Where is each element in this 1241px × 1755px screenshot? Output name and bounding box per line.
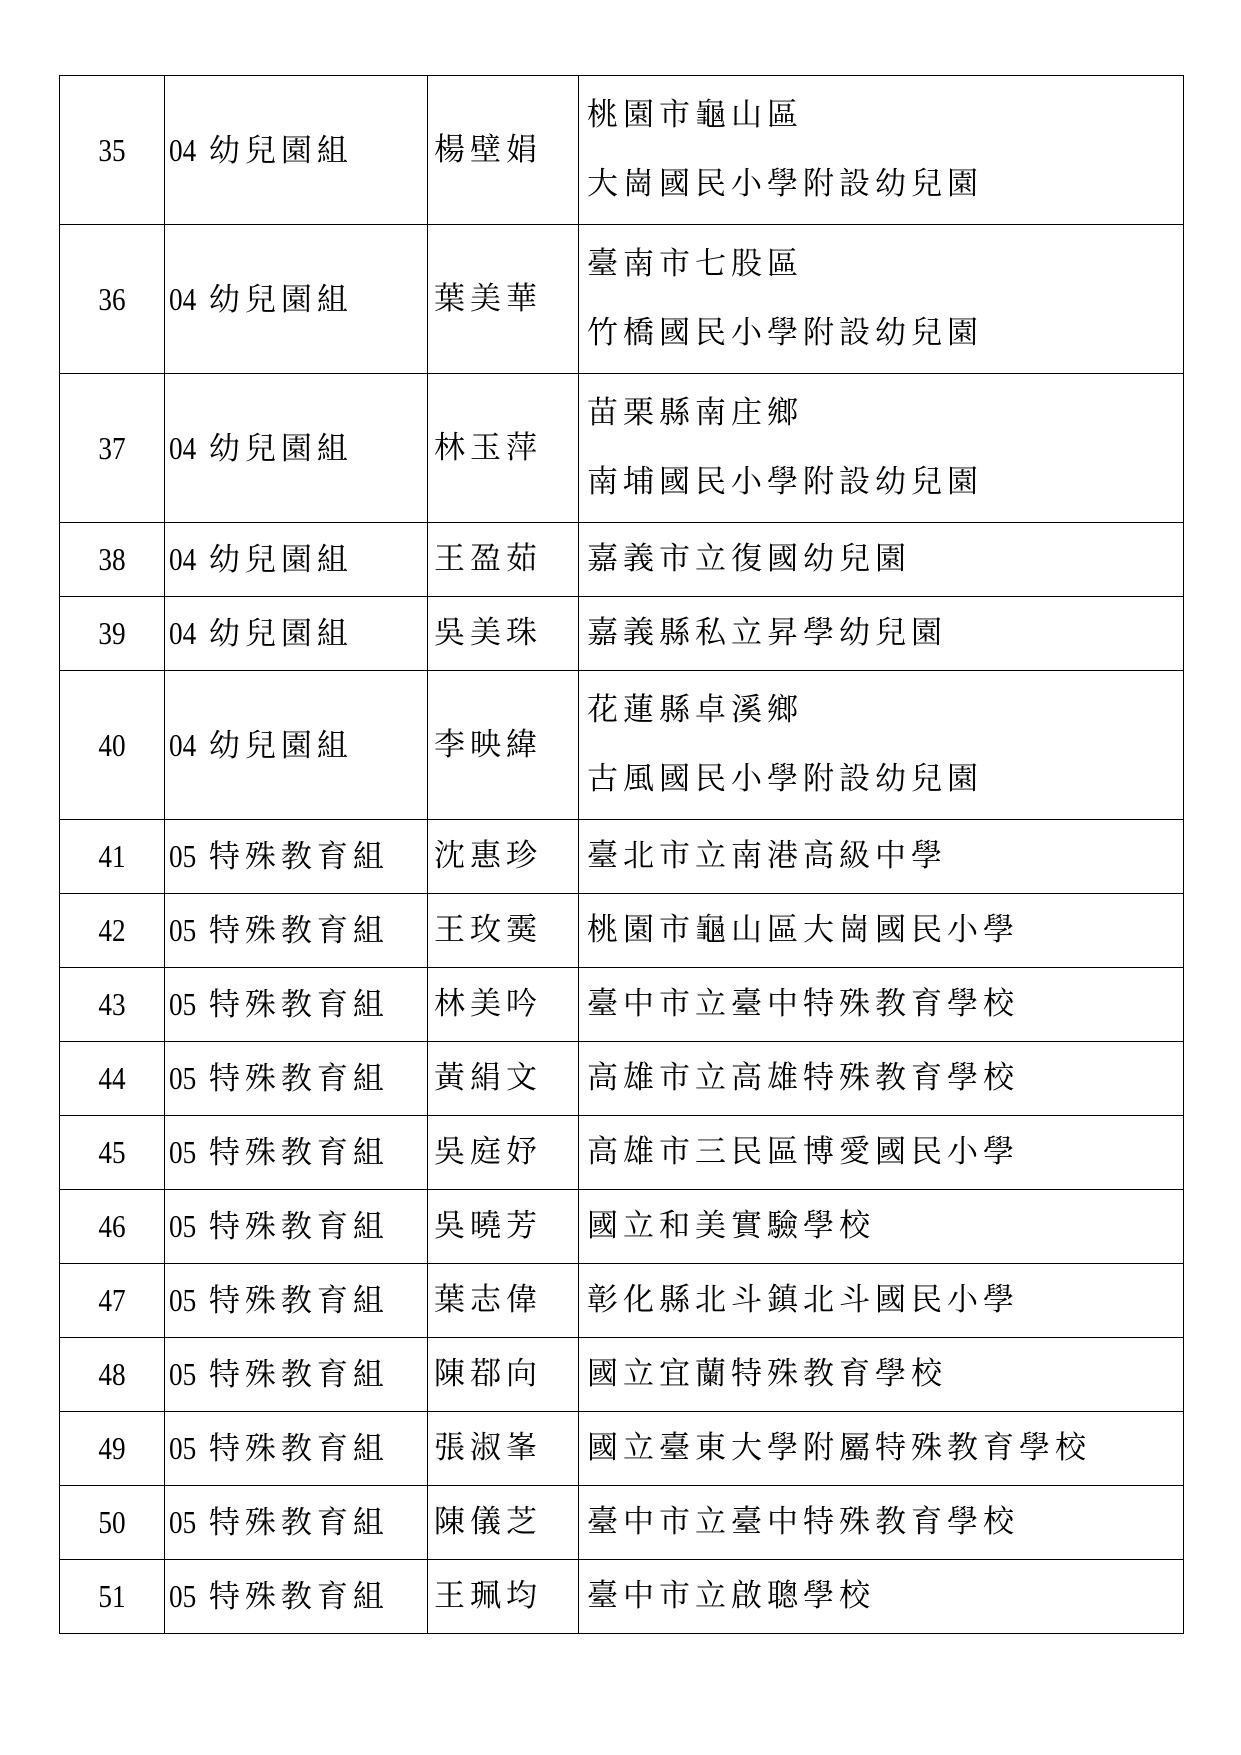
category-code: 05 [169,838,197,874]
person-name: 黃絹文 [434,1060,542,1096]
school-name-line: 臺中市立啟聰學校 [587,1578,875,1614]
school-cell [579,968,1184,1042]
person-name: 王盈茹 [434,541,542,577]
category-cell [165,1560,428,1634]
person-name: 葉志偉 [434,1282,542,1318]
school-name-line: 大崗國民小學附設幼兒園 [587,166,983,202]
person-name-cell [428,1190,579,1264]
table-row [60,1264,1184,1338]
school-cell [579,1560,1184,1634]
person-name: 沈惠珍 [434,838,542,874]
table-row [60,523,1184,597]
person-name: 林美吟 [434,986,542,1022]
school-name-line: 臺中市立臺中特殊教育學校 [587,1504,1019,1540]
category-name: 幼兒園組 [208,542,353,578]
category-cell [165,523,428,597]
person-name: 吳庭妤 [434,1134,542,1170]
category-name: 特殊教育組 [208,839,389,875]
category-name: 特殊教育組 [208,913,389,949]
category-name: 特殊教育組 [208,1431,389,1467]
category-code: 05 [169,1430,197,1466]
category-name: 特殊教育組 [208,1061,389,1097]
row-number-cell [60,1116,165,1190]
category-name: 幼兒園組 [208,132,353,169]
category-cell [165,1264,428,1338]
person-name-cell [428,1042,579,1116]
school-name-line: 嘉義市立復國幼兒園 [587,541,911,577]
row-number: 37 [98,429,126,466]
category-name: 特殊教育組 [208,1357,389,1393]
person-name-cell [428,76,579,225]
school-cell [579,76,1184,225]
row-number: 39 [98,615,126,651]
table-row [60,1560,1184,1634]
award-list-table [59,75,1184,1634]
school-name-line: 臺北市立南港高級中學 [587,838,947,874]
row-number: 48 [98,1356,126,1392]
category-name: 幼兒園組 [208,281,353,318]
category-name: 特殊教育組 [208,1579,389,1615]
row-number-cell [60,1486,165,1560]
category-cell [165,76,428,225]
row-number-cell [60,1042,165,1116]
row-number-cell [60,894,165,968]
school-cell [579,1116,1184,1190]
row-number-cell [60,597,165,671]
school-cell [579,374,1184,523]
row-number: 38 [98,541,126,577]
category-name: 幼兒園組 [208,616,353,652]
table-row [60,894,1184,968]
person-name: 楊壁娟 [434,131,542,168]
category-code: 05 [169,1356,197,1392]
category-code: 05 [169,1060,197,1096]
category-name: 特殊教育組 [208,1209,389,1245]
school-name-line: 竹橋國民小學附設幼兒園 [587,315,983,351]
row-number: 46 [98,1208,126,1244]
category-cell [165,374,428,523]
row-number: 42 [98,912,126,948]
school-cell [579,1486,1184,1560]
row-number-cell [60,968,165,1042]
person-name: 李映緯 [434,726,542,763]
category-cell [165,597,428,671]
school-cell [579,523,1184,597]
category-cell [165,1190,428,1264]
school-name-line: 彰化縣北斗鎮北斗國民小學 [587,1282,1019,1318]
school-name-line: 苗栗縣南庄鄉 [587,395,803,431]
person-name-cell [428,671,579,820]
school-cell [579,894,1184,968]
category-name: 幼兒園組 [208,727,353,764]
category-cell [165,1116,428,1190]
school-cell [579,597,1184,671]
person-name-cell [428,820,579,894]
category-name: 特殊教育組 [208,1505,389,1541]
school-cell [579,671,1184,820]
school-name-line: 桃園市龜山區 [587,97,803,133]
person-name: 陳鄀向 [434,1356,542,1392]
table-row [60,374,1184,523]
person-name-cell [428,1560,579,1634]
category-code: 05 [169,1578,197,1614]
category-code: 04 [169,429,197,466]
row-number-cell [60,523,165,597]
person-name-cell [428,597,579,671]
person-name: 葉美華 [434,280,542,317]
row-number-cell [60,671,165,820]
category-code: 04 [169,280,197,317]
category-cell [165,968,428,1042]
person-name-cell [428,523,579,597]
category-code: 05 [169,1134,197,1170]
school-cell [579,1412,1184,1486]
row-number: 45 [98,1134,126,1170]
category-cell [165,1042,428,1116]
category-code: 04 [169,541,197,577]
person-name: 王珮均 [434,1578,542,1614]
table-row [60,968,1184,1042]
category-cell [165,1338,428,1412]
person-name-cell [428,1264,579,1338]
school-cell [579,1190,1184,1264]
category-code: 04 [169,615,197,651]
row-number-cell [60,1338,165,1412]
category-cell [165,894,428,968]
row-number: 47 [98,1282,126,1318]
row-number-cell [60,1560,165,1634]
school-name-line: 高雄市立高雄特殊教育學校 [587,1060,1019,1096]
row-number-cell [60,1264,165,1338]
category-cell [165,1486,428,1560]
table-row [60,1338,1184,1412]
row-number-cell [60,374,165,523]
row-number-cell [60,76,165,225]
school-name-line: 臺中市立臺中特殊教育學校 [587,986,1019,1022]
row-number-cell [60,1190,165,1264]
category-name: 幼兒園組 [208,430,353,467]
person-name-cell [428,374,579,523]
category-name: 特殊教育組 [208,987,389,1023]
category-code: 05 [169,1282,197,1318]
school-name-line: 南埔國民小學附設幼兒園 [587,464,983,500]
school-name-line: 國立和美實驗學校 [587,1208,875,1244]
person-name-cell [428,1116,579,1190]
school-cell [579,1264,1184,1338]
person-name: 張淑峯 [434,1430,542,1466]
table-row [60,1412,1184,1486]
school-name-line: 國立宜蘭特殊教育學校 [587,1356,947,1392]
table-row [60,1190,1184,1264]
school-name-line: 花蓮縣卓溪鄉 [587,692,803,728]
table-row [60,820,1184,894]
table-row [60,225,1184,374]
table-row [60,671,1184,820]
category-code: 05 [169,1504,197,1540]
school-cell [579,820,1184,894]
row-number: 50 [98,1504,126,1540]
school-name-line: 高雄市三民區博愛國民小學 [587,1134,1019,1170]
school-cell [579,225,1184,374]
table-row [60,1116,1184,1190]
person-name-cell [428,1338,579,1412]
person-name: 陳儀芝 [434,1504,542,1540]
row-number: 43 [98,986,126,1022]
row-number: 35 [98,131,126,168]
row-number-cell [60,820,165,894]
school-cell [579,1042,1184,1116]
person-name: 王玫霙 [434,912,542,948]
category-cell [165,1412,428,1486]
category-code: 05 [169,912,197,948]
row-number: 40 [98,726,126,763]
row-number: 44 [98,1060,126,1096]
category-name: 特殊教育組 [208,1283,389,1319]
person-name: 林玉萍 [434,429,542,466]
person-name-cell [428,1412,579,1486]
school-name-line: 桃園市龜山區大崗國民小學 [587,912,1019,948]
person-name-cell [428,894,579,968]
school-name-line: 國立臺東大學附屬特殊教育學校 [587,1430,1091,1466]
person-name: 吳曉芳 [434,1208,542,1244]
table-row [60,76,1184,225]
category-code: 04 [169,726,197,763]
school-cell [579,1338,1184,1412]
category-cell [165,671,428,820]
category-cell [165,225,428,374]
person-name: 吳美珠 [434,615,542,651]
person-name-cell [428,225,579,374]
category-cell [165,820,428,894]
row-number-cell [60,225,165,374]
table-row [60,1042,1184,1116]
row-number: 41 [98,838,126,874]
table-row [60,597,1184,671]
category-code: 05 [169,1208,197,1244]
row-number: 51 [98,1578,126,1614]
person-name-cell [428,968,579,1042]
row-number: 36 [98,280,126,317]
category-code: 04 [169,131,197,168]
row-number: 49 [98,1430,126,1466]
person-name-cell [428,1486,579,1560]
row-number-cell [60,1412,165,1486]
school-name-line: 臺南市七股區 [587,246,803,282]
table-body [60,76,1184,1634]
school-name-line: 嘉義縣私立昇學幼兒園 [587,615,947,651]
category-name: 特殊教育組 [208,1135,389,1171]
table-row [60,1486,1184,1560]
category-code: 05 [169,986,197,1022]
school-name-line: 古風國民小學附設幼兒園 [587,761,983,797]
